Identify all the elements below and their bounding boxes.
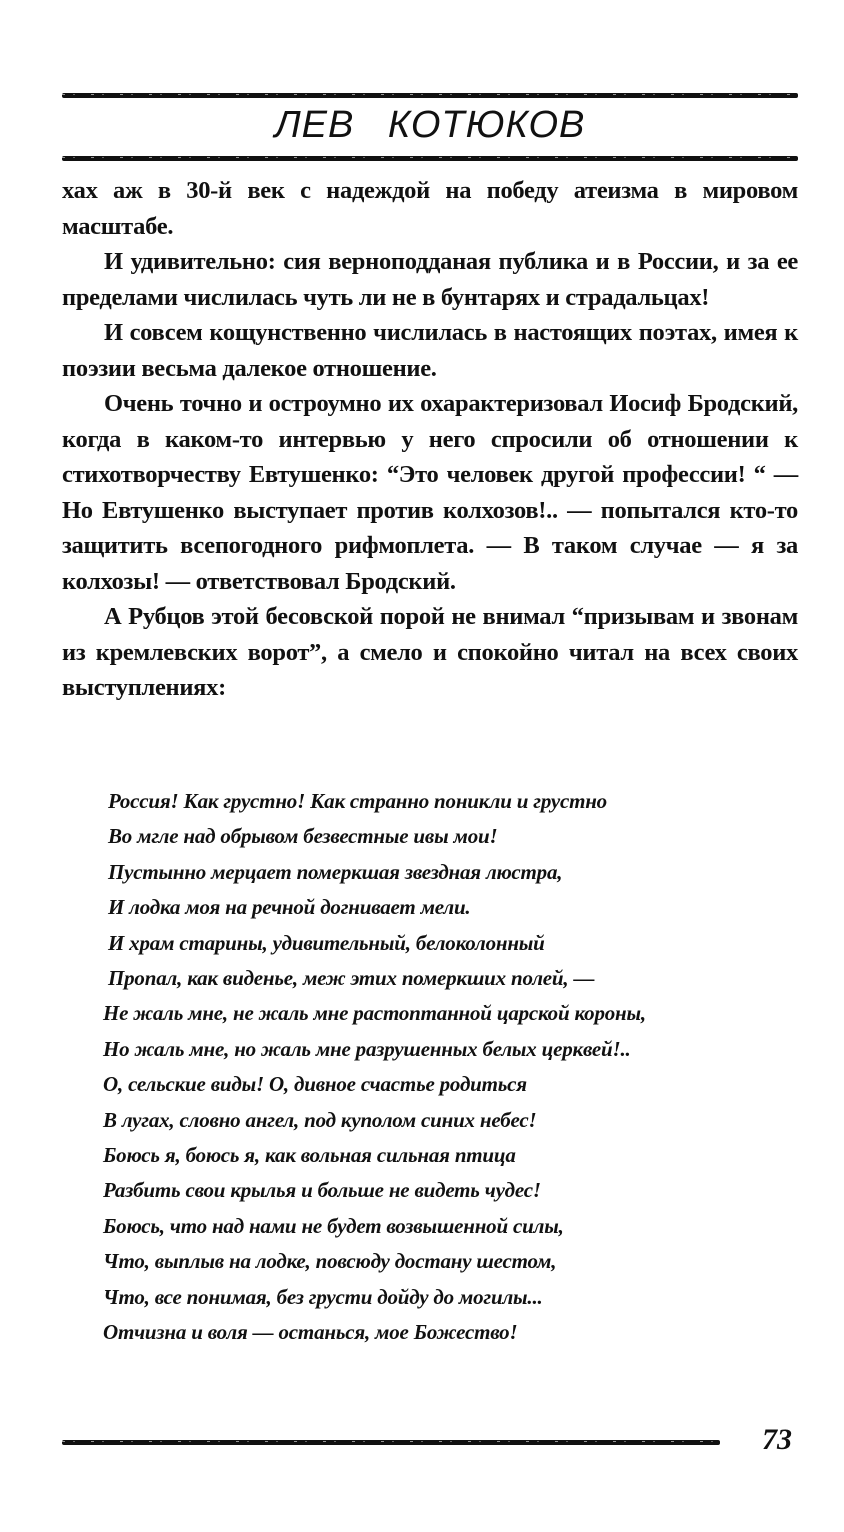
poem-line: Отчизна и воля — останься, мое Божество! bbox=[103, 1320, 518, 1345]
poem-line: В лугах, словно ангел, под куполом синих небес! bbox=[103, 1107, 537, 1132]
poem-line: И храм старины, удивительный, белоколонный bbox=[108, 930, 545, 955]
poem-line: Что, выплыв на лодке, повсюду достану шестом, bbox=[103, 1249, 557, 1274]
poem-line: Разбить свои крылья и больше не видеть чудес! bbox=[103, 1178, 541, 1203]
paragraph: И удивительно: сия верноподданая публика и в России, и за ее пределами числилась чуть ли не в бунтарях и страдальцах! bbox=[62, 248, 798, 311]
footer-rule bbox=[62, 1440, 720, 1445]
poem-line: Боюсь, что над нами не будет возвышенной силы, bbox=[103, 1213, 564, 1238]
prose-body bbox=[62, 173, 798, 706]
header-rule-bottom bbox=[62, 156, 798, 161]
poem-line: Не жаль мне, не жаль мне растоптанной царской короны, bbox=[103, 1001, 646, 1026]
poem-line: Но жаль мне, но жаль мне разрушенных белых церквей!.. bbox=[103, 1036, 631, 1061]
poem-line: Что, все понимая, без грусти дойду до могилы... bbox=[103, 1284, 543, 1309]
header-rule-top bbox=[62, 93, 798, 98]
poem-line: Пропал, как виденье, меж этих померкших полей, — bbox=[108, 966, 595, 991]
page-number: 73 bbox=[762, 1423, 792, 1456]
paragraph: Очень точно и остроумно их охарактеризовал Иосиф Бродский, когда в каком-то интервью у него спросили об отношении к стихотворчеству Евтушенко: “Это человек другой профессии! “ — Но Евтушенко выступает против колхозов!.. — попытался кто-то защитить всепогодного рифмоплета. — В таком случае — я за колхозы! — ответствовал Бродский. bbox=[62, 390, 798, 595]
poem-line: Россия! Как грустно! Как странно поникли и грустно bbox=[108, 789, 607, 813]
poem-line: О, сельские виды! О, дивное счастье родиться bbox=[103, 1072, 527, 1097]
poem-line: И лодка моя на речной догнивает мели. bbox=[108, 895, 471, 920]
poem-line: Пустынно мерцает померкшая звездная люстра, bbox=[108, 859, 563, 884]
running-head-author: ЛЕВ КОТЮКОВ bbox=[274, 104, 586, 146]
poem-line: Боюсь я, боюсь я, как вольная сильная птица bbox=[103, 1143, 516, 1168]
paragraph: А Рубцов этой бесовской порой не внимал “призывам и звонам из кремлевских ворот”, а смело и спокойно читал на всех своих выступлениях: bbox=[62, 603, 798, 701]
paragraph: И совсем кощунственно числилась в настоящих поэтах, имея к поэзии весьма далекое отношение. bbox=[62, 319, 798, 382]
paragraph: хах аж в 30-й век с надеждой на победу атеизма в мировом масштабе. bbox=[62, 177, 798, 240]
poem-quote bbox=[103, 784, 803, 1351]
poem-line: Во мгле над обрывом безвестные ивы мои! bbox=[108, 824, 498, 849]
